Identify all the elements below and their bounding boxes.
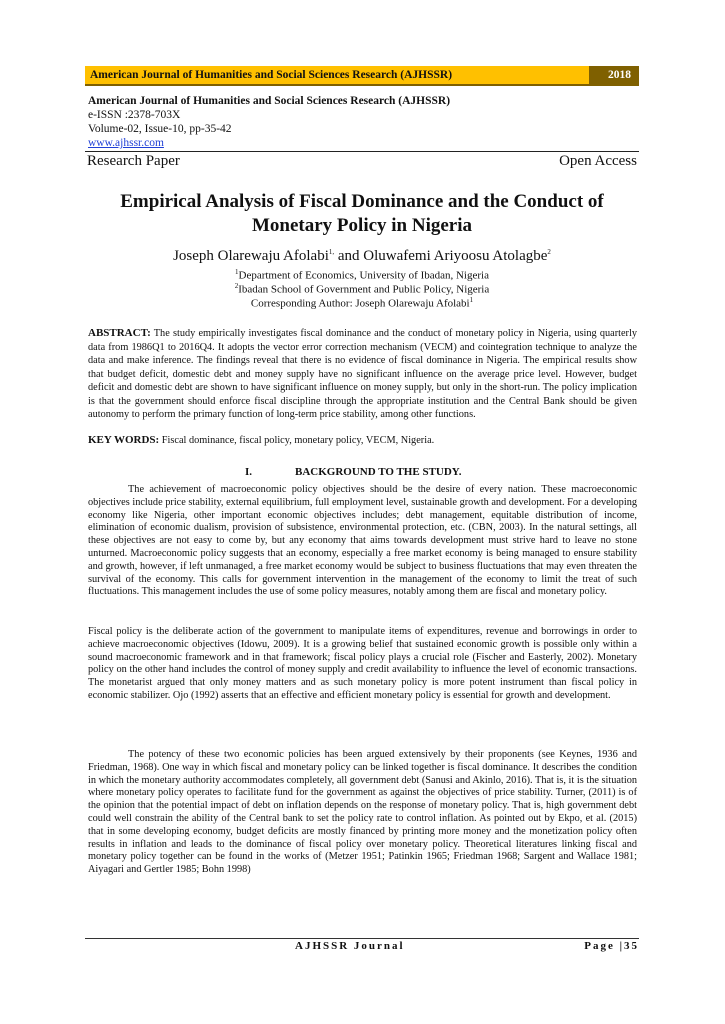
header-year: 2018 <box>608 69 631 81</box>
affiliation-1-sup: 1 <box>235 268 239 276</box>
page-footer <box>85 938 639 955</box>
affiliation-2-text: Ibadan School of Government and Public Policy, Nigeria <box>238 283 490 296</box>
keywords-label: KEY WORDS: <box>88 434 160 446</box>
author-and: and <box>334 248 364 264</box>
paragraph-2: Fiscal policy is the deliberate action of the government to manipulate items of expenditures, revenue and borrowings in order to achieve macroeconomic objectives (Idowu, 2009). It is a growing belief that sustained economic growth is possible only within a sound macroeconomic framework and in that framework; fiscal policy plays a crucial role (Fischer and Easterly, 2002). Monetary policy on the other hand includes the control of money supply and credit availability to influence the level of economic transactions. The monetarist argued that only money matters and as such monetary policy is more potent instrument than fiscal policy in economic stabilizer. Ojo (1992) asserts that an effective and efficient monetary policy is essential for growth and development. <box>88 626 637 701</box>
footer-journal: AJHSSR Journal <box>295 940 405 952</box>
meta-website-link[interactable]: www.ajhssr.com <box>88 137 164 149</box>
section-title: BACKGROUND TO THE STUDY. <box>295 466 462 478</box>
abstract <box>88 327 637 422</box>
meta-issn: e-ISSN :2378-703X <box>88 109 181 121</box>
paper-title-line1: Empirical Analysis of Fiscal Dominance and the Conduct of <box>120 191 604 212</box>
corresponding-author-text: Corresponding Author: Joseph Olarewaju Afolabi <box>250 297 470 310</box>
paper-type-row <box>85 151 639 172</box>
affiliation-1-text: Department of Economics, University of Ibadan, Nigeria <box>238 269 489 282</box>
meta-journal-name: American Journal of Humanities and Social Sciences Research (AJHSSR) <box>88 95 451 107</box>
paper-type-label: Research Paper <box>87 153 180 169</box>
open-access-label: Open Access <box>559 153 637 169</box>
keywords <box>88 434 637 446</box>
paper-title-line2: Monetary Policy in Nigeria <box>251 215 473 236</box>
affiliation-2-sup: 2 <box>234 282 239 290</box>
author-1-sup: 1, <box>328 248 335 256</box>
journal-meta <box>88 94 450 150</box>
paragraph-1: The achievement of macroeconomic policy objectives should be the desire of every nation. These macroeconomic objectives include price stability, external equilibrium, full employment level, sustainable growth and development. For a developing economy like Nigeria, other important economic objectives includes; debt management, equitable distribution of income, elimination of economic dualism, provision of subsistence, environmental protection, etc. (CBN, 2003). In the natural settings, all these objectives are not easy to come by, but any economy that aims towards development must strive hard to leave no stone unturned. Macroeconomic policy suggests that an economy, especially a free market economy is being managed to ensure stability and growth, however, if left unmanaged, a free market economy would be subject to business fluctuations that may even threaten the survival of the economy. This calls for government intervention in the management of the economy to limit the treat of such fluctuations. This management includes the use of some policy measures, notably among them are fiscal and monetary policy. <box>88 484 637 598</box>
author-2: Oluwafemi Ariyoosu Atolagbe <box>363 248 548 264</box>
author-2-sup: 2 <box>547 248 551 256</box>
corresponding-author-sup: 1 <box>469 296 474 304</box>
paper-title <box>85 190 639 238</box>
footer-page-number: Page |35 <box>584 940 639 952</box>
journal-header-bar <box>85 66 639 86</box>
author-list <box>85 248 639 265</box>
header-journal-name: American Journal of Humanities and Social Sciences Research (AJHSSR) <box>90 69 453 81</box>
abstract-text: The study empirically investigates fiscal dominance and the conduct of monetary policy in Nigeria, using quarterly data from 1986Q1 to 2016Q4. It adopts the vector error correction mechanism (VECM) and cointegration technique to analyze the data and make inference. The findings reveal that there is no evidence of fiscal dominance in Nigeria. The empirical results show that budget deficit, domestic debt and money supply have no significant influence on the average price level. However, budget deficit and domestic debt are shown to have significant influence on money supply, but only in the short-run. The policy implication is that the government should enforce fiscal discipline through the appropriate institution and the Central Bank should be given autonomy to perform the primary function of long-term price stability, among other functions. <box>88 328 637 420</box>
affiliation-2 <box>85 282 639 296</box>
corresponding-author <box>85 296 639 310</box>
section-number: I. <box>245 466 253 478</box>
author-1: Joseph Olarewaju Afolabi <box>173 248 329 264</box>
abstract-label: ABSTRACT: <box>88 327 151 339</box>
affiliation-1 <box>85 268 639 282</box>
meta-volume: Volume-02, Issue-10, pp-35-42 <box>88 123 232 135</box>
paragraph-3: The potency of these two economic policies has been argued extensively by their proponents (see Keynes, 1936 and Friedman, 1968). One way in which fiscal and monetary policy can be linked together is fiscal dominance. It describes the condition in which the monetary authority accommodates completely, all government debt (Sanusi and Akinlo, 2016). That is, it is the situation where monetary policy operates to facilitate fund for the government as against the objectives of price stability. Turner, (2011) is of the opinion that the potential impact of debt on inflation depends on the response of monetary policy. That is, high government debt could well constrain the ability of the Central bank to set the policy rate to control inflation. As pointed out by Ekpo, et al. (2015) that in some developing economy, budget deficits are mostly financed by printing more money and the monetization policy often results in inflation and leads to the dominance of fiscal policy over monetary policy. Theoretical literatures linking fiscal and monetary policy together can be found in the works of (Metzer 1951; Patinkin 1965; Friedman 1968; Sargent and Wallace 1981; Aiyagari and Gertler 1985; Bohn 1998) <box>88 749 637 876</box>
keywords-text: Fiscal dominance, fiscal policy, monetary policy, VECM, Nigeria. <box>159 435 435 446</box>
